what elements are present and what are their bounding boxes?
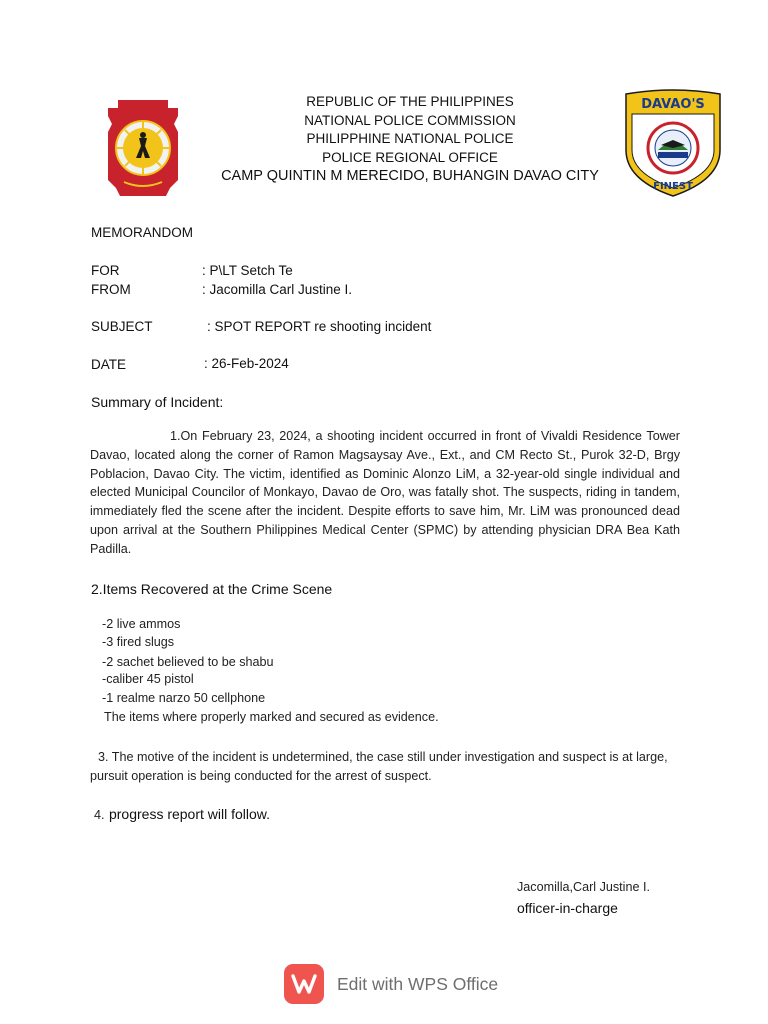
wps-watermark-label: Edit with WPS Office <box>337 974 499 994</box>
list-item: -2 live ammos <box>102 617 181 631</box>
for-value: : P\LT Setch Te <box>202 263 293 278</box>
list-item: -1 realme narzo 50 cellphone <box>102 691 266 705</box>
progress-line <box>94 806 270 825</box>
svg-text:DAVAO'S: DAVAO'S <box>641 97 705 112</box>
progress-text: progress report will follow. <box>108 806 271 822</box>
svg-text:FINEST: FINEST <box>653 181 693 192</box>
letterhead-line-camp: CAMP QUINTIN M MERECIDO, BUHANGIN DAVAO CITY <box>221 168 599 184</box>
letterhead <box>200 93 620 186</box>
letterhead-line-regional-office: POLICE REGIONAL OFFICE <box>322 149 498 165</box>
from-label: FROM <box>91 282 131 297</box>
summary-paragraph-text: 1.On February 23, 2024, a shooting incident occurred in front of Vivaldi Residence Tower Davao, located along the corner of Ramon Magsaysay Ave., Ext., and CM Recto St., Purok 32-D, Brgy Poblacion, Davao City. The victim, identified as Dominic Alonzo LiM, a 32-year-old single individual and elected Municipal Councilor of Monkayo, Davao de Oro, was fatally shot. The suspects, riding in tandem, immediately fled the scene after the incident. Despite efforts to save him, Mr. LiM was pronounced dead upon arrival at the Southern Philippines Medical Center (SPMC) by attending physician DRA Bea Kath Padilla. <box>90 429 680 556</box>
from-value: : Jacomilla Carl Justine I. <box>202 282 353 297</box>
date-label: DATE <box>91 357 127 372</box>
davao-finest-badge-icon <box>620 88 726 200</box>
items-heading: 2.Items Recovered at the Crime Scene <box>91 581 333 597</box>
motive-paragraph <box>90 748 675 786</box>
progress-number: 4. <box>94 808 105 822</box>
motive-paragraph-text: 3. The motive of the incident is undetermined, the case still under investigation and suspect is at large, pursuit operation is being conducted for the arrest of suspect. <box>90 750 668 783</box>
list-item: -3 fired slugs <box>102 635 175 649</box>
subject-value: : SPOT REPORT re shooting incident <box>207 319 432 334</box>
signature-title: officer-in-charge <box>517 900 618 916</box>
summary-heading: Summary of Incident: <box>91 394 224 410</box>
list-item: -2 sachet believed to be shabu <box>102 655 274 669</box>
summary-paragraph <box>90 427 680 559</box>
list-item: -caliber 45 pistol <box>102 672 194 686</box>
items-note: The items where properly marked and secured as evidence. <box>104 710 439 724</box>
wps-watermark[interactable] <box>284 964 524 1008</box>
signature-name: Jacomilla,Carl Justine I. <box>517 880 650 894</box>
letterhead-line-pnp: PHILIPPHINE NATIONAL POLICE <box>306 131 514 146</box>
for-label: FOR <box>91 263 120 278</box>
letterhead-line-republic: REPUBLIC OF THE PHILIPPINES <box>306 94 514 109</box>
subject-label: SUBJECT <box>91 319 153 334</box>
letterhead-line-napolcom: NATIONAL POLICE COMMISSION <box>304 112 516 128</box>
date-value: : 26-Feb-2024 <box>204 356 289 371</box>
memo-title: MEMORANDOM <box>91 225 193 240</box>
wps-office-icon <box>284 964 324 1004</box>
pnp-seal-icon <box>104 94 182 202</box>
